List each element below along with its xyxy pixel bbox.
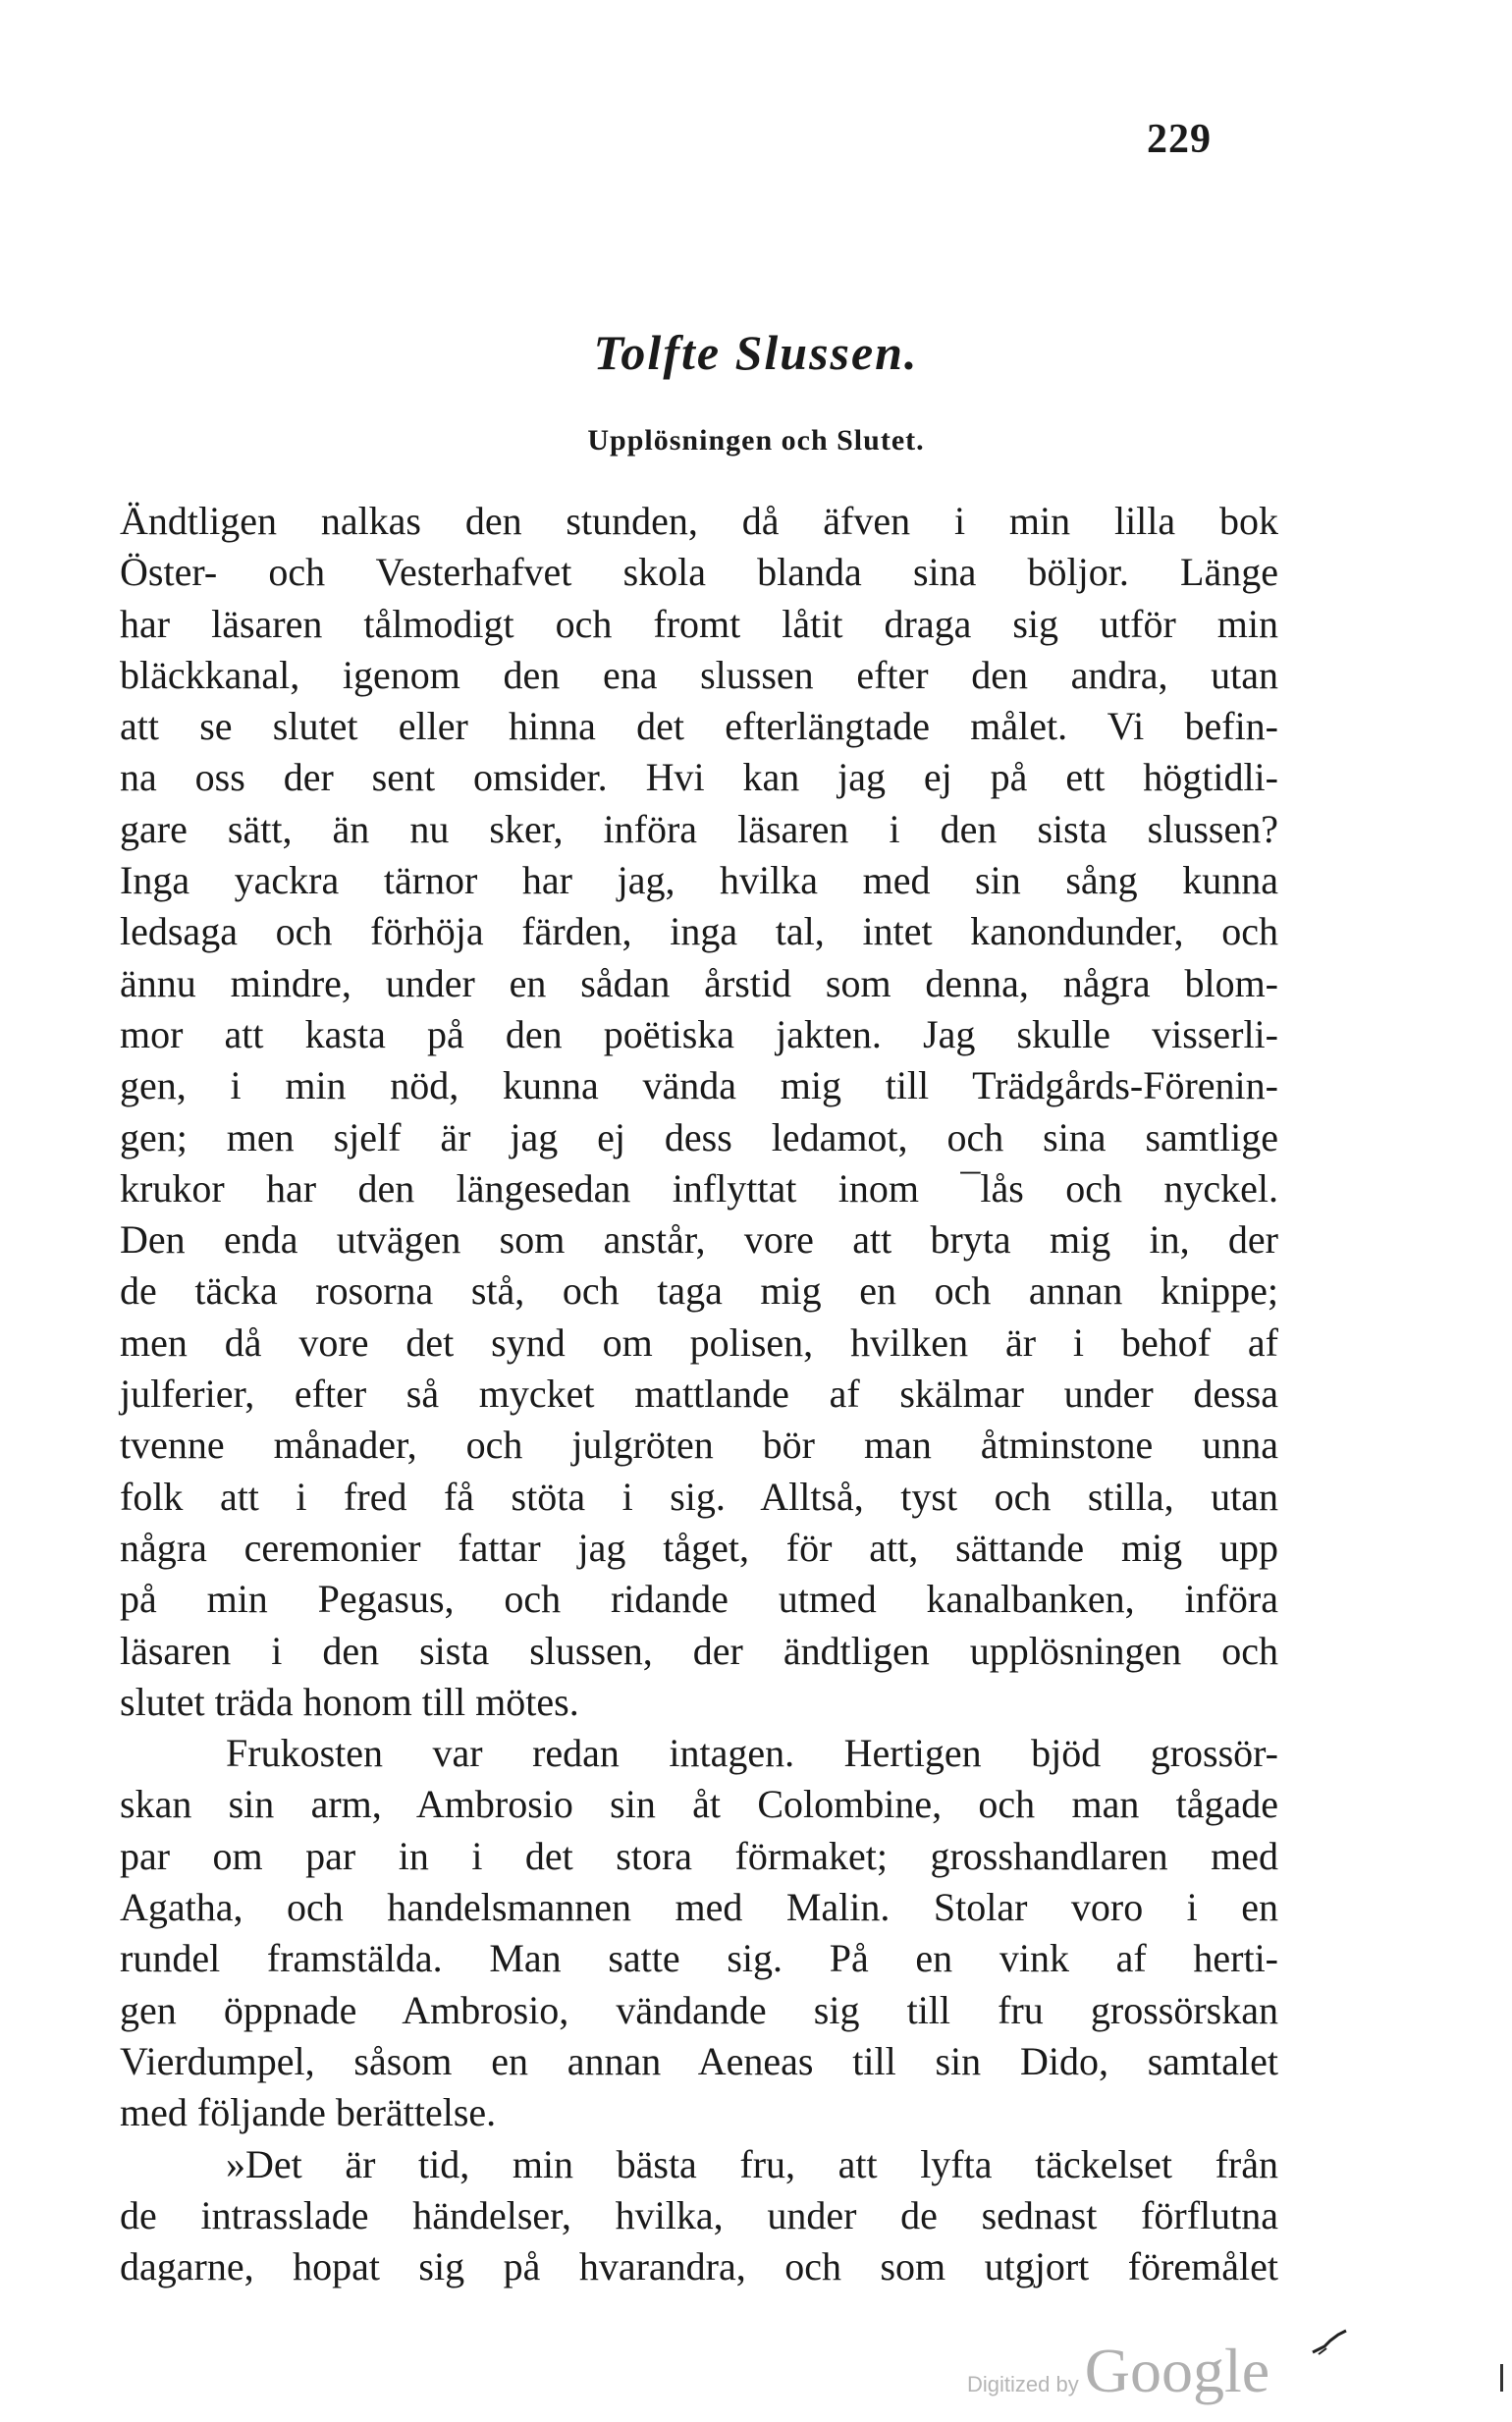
chapter-subtitle: Upplösningen och Slutet. xyxy=(587,424,925,457)
text-line: Vierdumpel, såsom en annan Aeneas till sin Dido, samtalet xyxy=(120,2038,1278,2083)
text-line: gen, i min nöd, kunna vända mig till Trädgårds-Förenin- xyxy=(120,1063,1278,1108)
text-line: ännu mindre, under en sådan årstid som denna, några blom- xyxy=(120,960,1278,1005)
text-line: men då vore det synd om polisen, hvilken är i behof af xyxy=(120,1319,1278,1365)
text-line: dagarne, hopat sig på hvarandra, och som utgjort föremålet xyxy=(120,2244,1278,2289)
text-line: att se slutet eller hinna det efterlängtade målet. Vi befin- xyxy=(120,704,1278,749)
text-line: de täcka rosorna stå, och taga mig en och annan knippe; xyxy=(120,1268,1278,1314)
text-line: Den enda utvägen som anstår, vore att bryta mig in, der xyxy=(120,1217,1278,1263)
text-line: Frukosten var redan intagen. Hertigen bjöd grossör- xyxy=(226,1731,1278,1776)
digitized-watermark xyxy=(967,2335,1269,2407)
text-line: tvenne månader, och julgröten bör man åtminstone unna xyxy=(120,1423,1278,1468)
text-line: Inga yackra tärnor har jag, hvilka med sin sång kunna xyxy=(120,858,1278,903)
text-line: folk att i fred få stöta i sig. Alltså, tyst och stilla, utan xyxy=(120,1474,1278,1519)
text-line: läsaren i den sista slussen, der ändtligen upplösningen och xyxy=(120,1628,1278,1673)
text-line: Agatha, och handelsmannen med Malin. Stolar voro i en xyxy=(120,1885,1278,1930)
scan-mark-icon xyxy=(1311,2327,1350,2356)
text-line: mor att kasta på den poëtiska jakten. Jag skulle visserli- xyxy=(120,1011,1278,1056)
text-line: gen öppnade Ambrosio, vändande sig till fru grossörskan xyxy=(120,1987,1278,2032)
text-line: krukor har den längesedan inflyttat inom ¯lås och nyckel. xyxy=(120,1165,1278,1211)
text-line: julferier, efter så mycket mattlande af skälmar under dessa xyxy=(120,1372,1278,1417)
text-line: par om par in i det stora förmaket; grosshandlaren med xyxy=(120,1833,1278,1878)
text-line: gare sätt, än nu sker, införa läsaren i den sista slussen? xyxy=(120,806,1278,851)
chapter-title: Tolfte Slussen. xyxy=(593,325,919,380)
text-line: de intrasslade händelser, hvilka, under de sednast förflutna xyxy=(120,2192,1278,2237)
text-line: slutet träda honom till mötes. xyxy=(120,1679,579,1724)
text-line: Ändtligen nalkas den stunden, då äfven i min lilla bok xyxy=(120,499,1278,543)
text-line: på min Pegasus, och ridande utmed kanalbanken, införa xyxy=(120,1577,1278,1622)
text-line: bläckkanal, igenom den ena slussen efter den andra, utan xyxy=(120,652,1278,697)
text-line: gen; men sjelf är jag ej dess ledamot, och sina samtlige xyxy=(120,1114,1278,1159)
text-line: na oss der sent omsider. Hvi kan jag ej på ett högtidli- xyxy=(120,755,1278,800)
page-number: 229 xyxy=(1147,117,1212,162)
text-line: har läsaren tålmodigt och fromt låtit draga sig utför min xyxy=(120,601,1278,646)
text-line: med följande berättelse. xyxy=(120,2090,497,2135)
text-line: Öster- och Vesterhafvet skola blanda sina böljor. Länge xyxy=(120,550,1278,595)
google-logo: Google xyxy=(1084,2336,1270,2405)
digitized-label: Digitized by xyxy=(967,2372,1079,2396)
body-text xyxy=(120,496,1278,2292)
edge-mark xyxy=(1500,2364,1503,2392)
text-line: några ceremonier fattar jag tåget, för att, sättande mig upp xyxy=(120,1525,1278,1570)
text-line: »Det är tid, min bästa fru, att lyfta täckelset från xyxy=(226,2141,1278,2186)
text-line: skan sin arm, Ambrosio sin åt Colombine, och man tågade xyxy=(120,1782,1278,1827)
text-line: rundel framstälda. Man satte sig. På en vink af herti- xyxy=(120,1936,1278,1981)
text-line: ledsaga och förhöja färden, inga tal, intet kanondunder, och xyxy=(120,909,1278,954)
